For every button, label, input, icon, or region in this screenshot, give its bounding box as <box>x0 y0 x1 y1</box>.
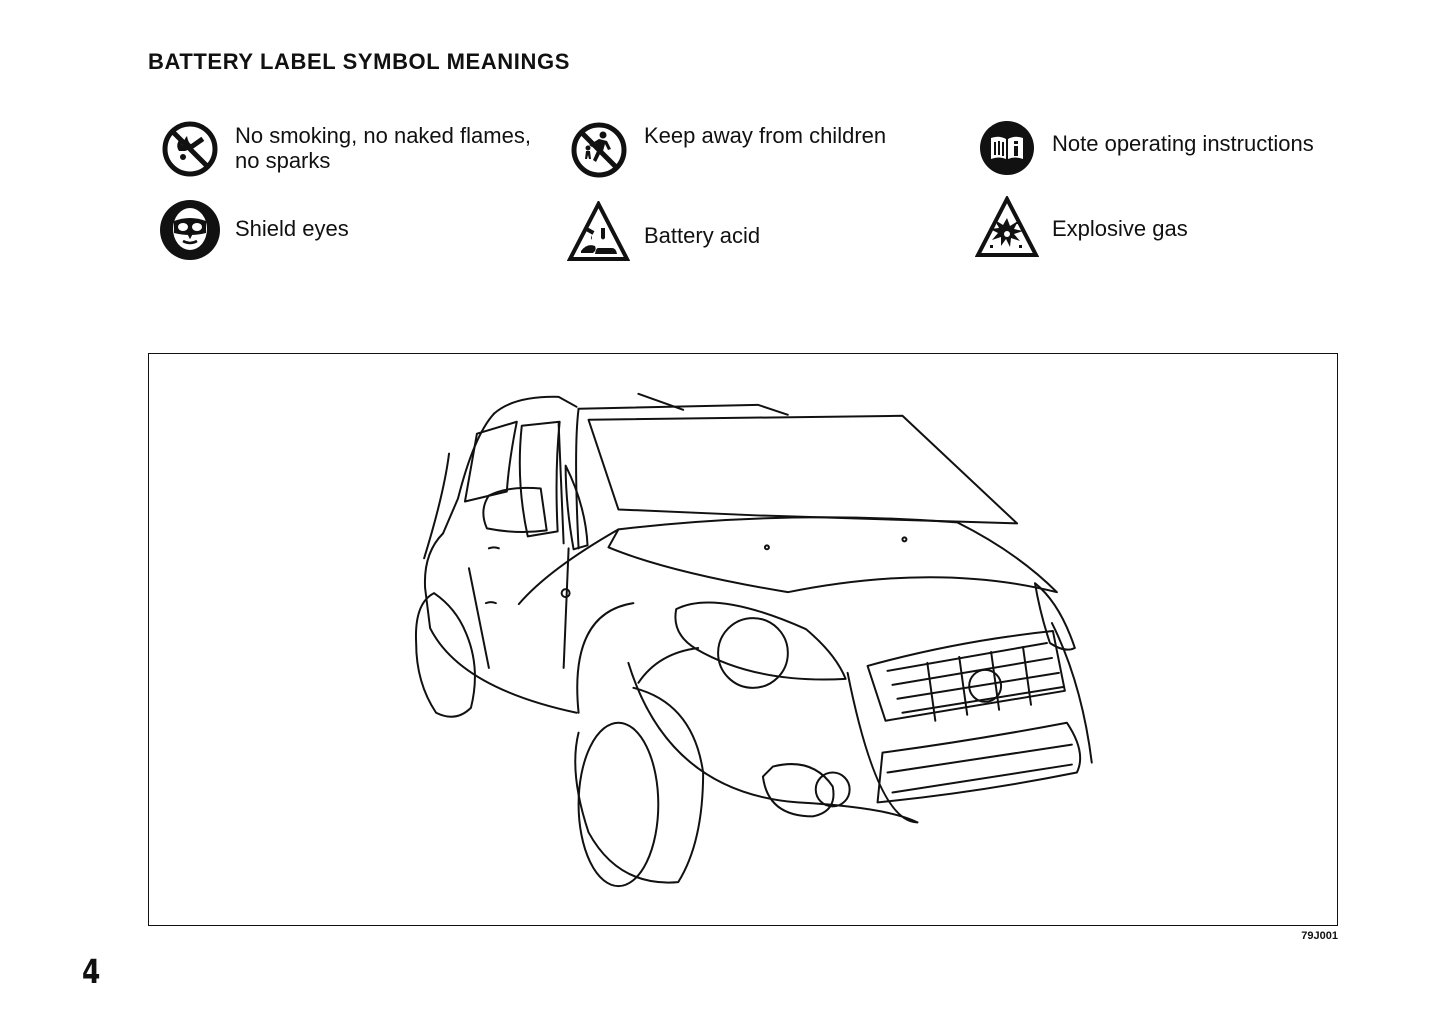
figure-code: 79J001 <box>1301 930 1338 942</box>
symbol-label-battery-acid: Battery acid <box>644 223 761 248</box>
no-smoking-icon <box>162 121 218 177</box>
shield-eyes-icon <box>159 199 221 261</box>
symbol-label-explosive-gas: Explosive gas <box>1052 216 1188 241</box>
symbol-label-line: No smoking, no naked flames, <box>235 123 531 148</box>
page-number: 4 <box>82 952 101 991</box>
symbol-label-keep-away: Keep away from children <box>644 123 887 148</box>
car-line-drawing <box>149 354 1337 925</box>
explosive-gas-icon <box>975 196 1039 260</box>
symbol-label-line: no sparks <box>235 148 331 173</box>
symbol-label-no-smoking <box>235 123 531 173</box>
operating-instructions-icon <box>979 120 1035 176</box>
keep-away-children-icon <box>571 122 627 178</box>
symbol-label-shield-eyes: Shield eyes <box>235 216 349 241</box>
battery-acid-icon <box>567 201 630 264</box>
page-title: BATTERY LABEL SYMBOL MEANINGS <box>148 49 570 74</box>
vehicle-illustration-frame <box>148 353 1338 926</box>
symbol-label-instructions: Note operating instructions <box>1052 131 1314 156</box>
